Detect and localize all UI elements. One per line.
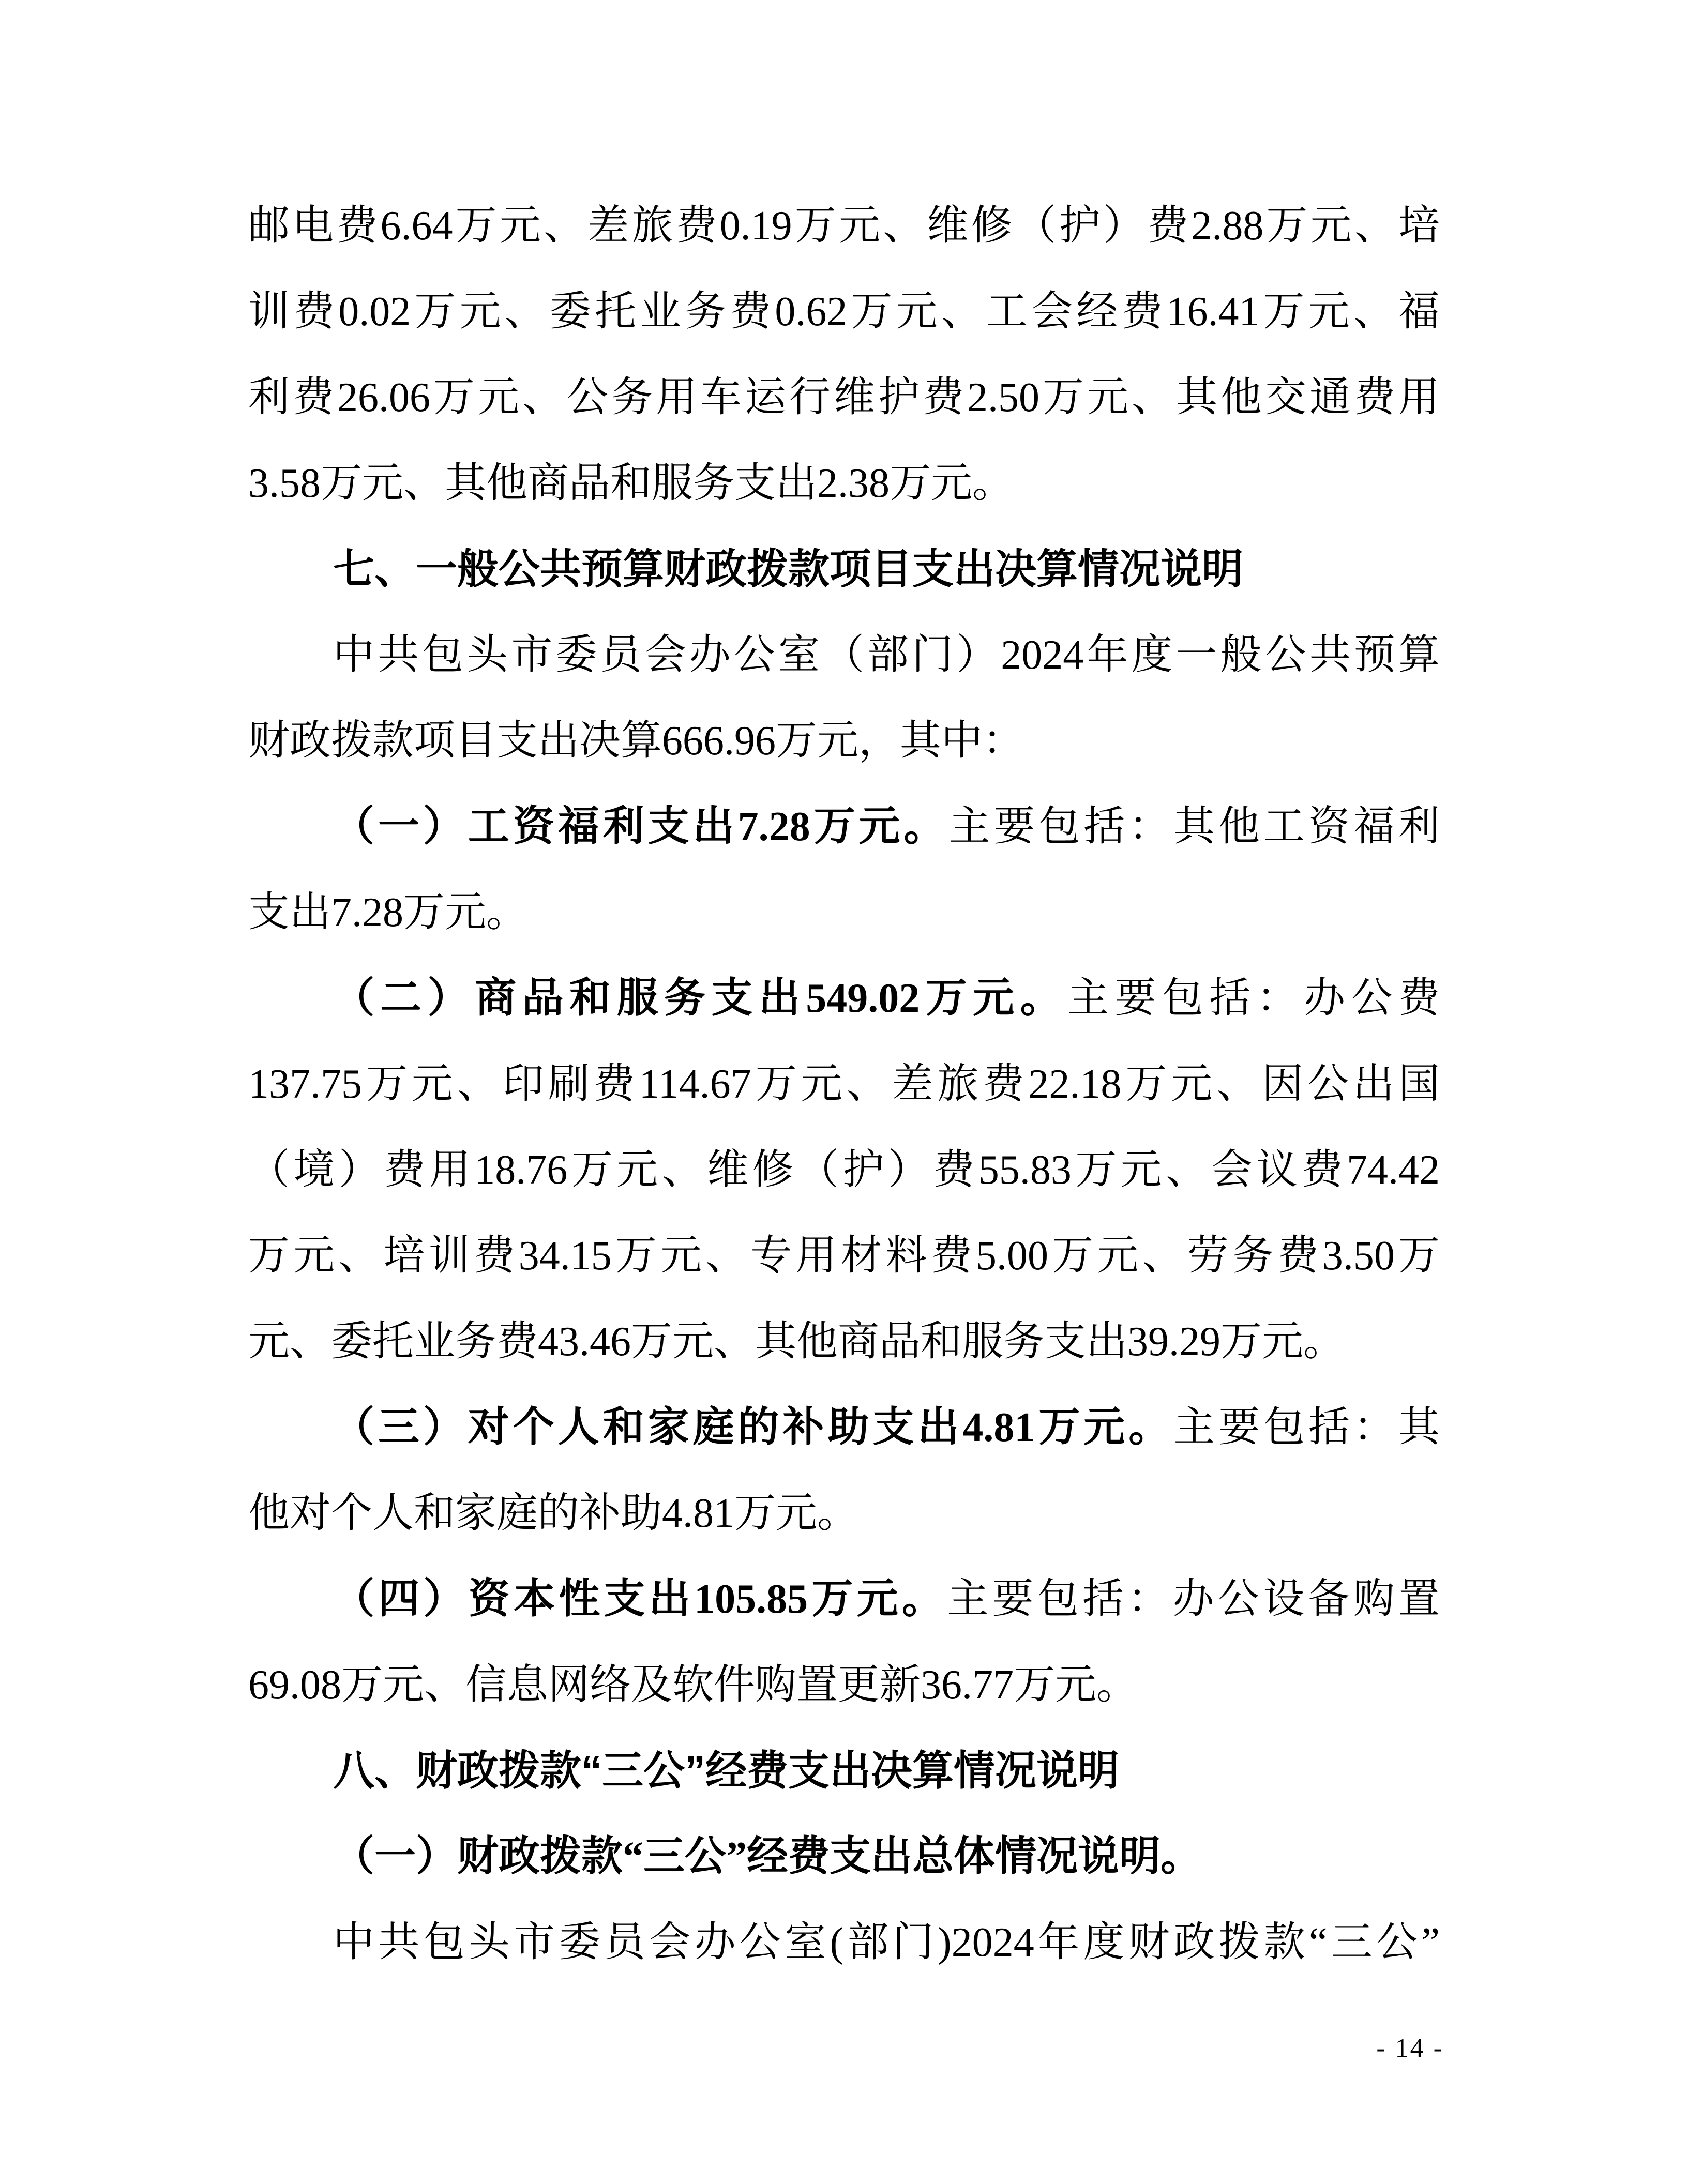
subsection-heading — [248, 1814, 1440, 1900]
text-line-item-4 — [248, 1556, 1440, 1642]
line-text: 他对个人和家庭的补助4.81万元。 — [248, 1491, 858, 1536]
line-text: 137.75万元、印刷费114.67万元、差旅费22.18万元、因公出国 — [248, 1061, 1440, 1107]
text-line — [248, 1299, 1440, 1385]
line-text: 邮电费6.64万元、差旅费0.19万元、维修（护）费2.88万元、培 — [248, 203, 1440, 249]
text-line — [248, 269, 1440, 355]
heading-text: 八、财政拨款“三公”经费支出决算情况说明 — [333, 1748, 1119, 1794]
text-line — [248, 612, 1440, 698]
bold-lead-text: （一）工资福利支出7.28万元。 — [333, 804, 949, 850]
text-line — [248, 1470, 1440, 1556]
line-text: 3.58万元、其他商品和服务支出2.38万元。 — [248, 461, 1014, 506]
text-line — [248, 355, 1440, 441]
document-body — [248, 183, 1440, 1985]
text-line — [248, 441, 1440, 526]
text-line — [248, 1213, 1440, 1299]
line-text: （境）费用18.76万元、维修（护）费55.83万元、会议费74.42 — [248, 1147, 1440, 1193]
bold-lead-text: （四）资本性支出105.85万元。 — [333, 1576, 947, 1622]
line-text: 万元、培训费34.15万元、专用材料费5.00万元、劳务费3.50万 — [248, 1233, 1440, 1279]
text-line-item-3 — [248, 1385, 1440, 1470]
bold-lead-text: （三）对个人和家庭的补助支出4.81万元。 — [333, 1405, 1174, 1450]
line-text: 训费0.02万元、委托业务费0.62万元、工会经费16.41万元、福 — [248, 289, 1440, 335]
section-8-heading — [248, 1728, 1440, 1814]
text-line — [248, 183, 1440, 269]
bold-lead-text: （二）商品和服务支出549.02万元。 — [333, 976, 1067, 1021]
line-text: 69.08万元、信息网络及软件购置更新36.77万元。 — [248, 1662, 1138, 1708]
text-line-item-1 — [248, 784, 1440, 870]
line-text: 中共包头市委员会办公室(部门)2024年度财政拨款“三公” — [333, 1920, 1440, 1965]
text-line — [248, 1900, 1440, 1985]
line-text: 主要包括：办公设备购置 — [947, 1576, 1440, 1622]
section-7-heading — [248, 526, 1440, 612]
text-line — [248, 870, 1440, 956]
text-line — [248, 1642, 1440, 1728]
line-text: 主要包括：其他工资福利 — [948, 804, 1440, 850]
page-number: - 14 - — [1376, 2034, 1444, 2063]
line-text: 元、委托业务费43.46万元、其他商品和服务支出39.29万元。 — [248, 1319, 1345, 1364]
heading-text: 七、一般公共预算财政拨款项目支出决算情况说明 — [333, 546, 1243, 592]
line-text: 支出7.28万元。 — [248, 890, 528, 935]
text-line-item-2 — [248, 956, 1440, 1041]
bold-lead-text: （一）财政拨款“三公”经费支出总体情况说明。 — [333, 1834, 1202, 1879]
line-text: 主要包括：办公费 — [1067, 976, 1440, 1021]
line-text: 利费26.06万元、公务用车运行维护费2.50万元、其他交通费用 — [248, 375, 1440, 420]
text-line — [248, 698, 1440, 784]
text-line — [248, 1041, 1440, 1127]
line-text: 主要包括：其 — [1173, 1405, 1440, 1450]
line-text: 财政拨款项目支出决算666.96万元，其中： — [248, 718, 1024, 764]
text-line — [248, 1127, 1440, 1213]
line-text: 中共包头市委员会办公室（部门）2024年度一般公共预算 — [333, 632, 1440, 678]
